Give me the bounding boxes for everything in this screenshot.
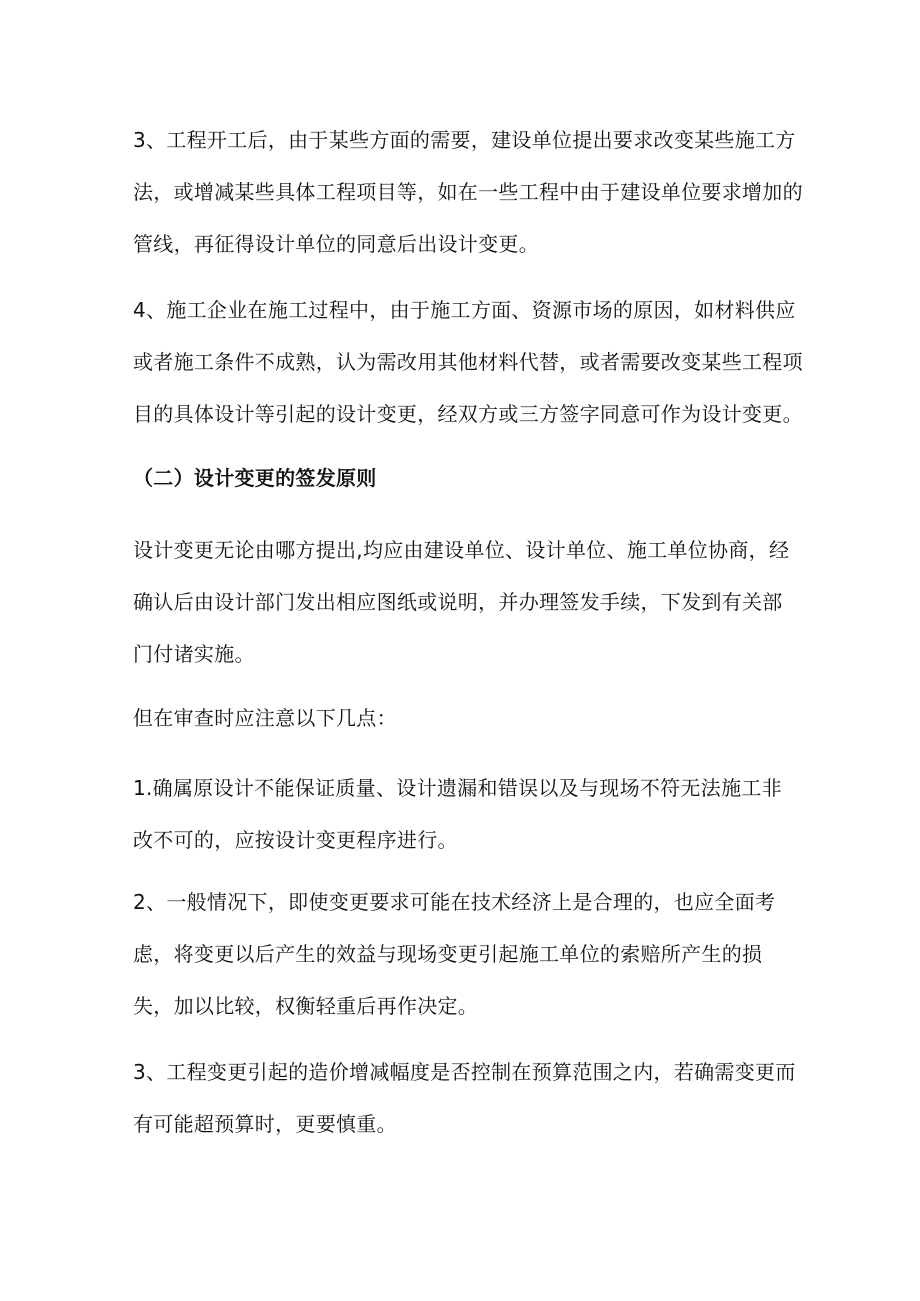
text-line: 有可能超预算时，更要慎重。: [133, 1112, 397, 1136]
paragraph-4-contractor-changes: [133, 284, 813, 440]
paragraph-review-intro: [133, 692, 813, 744]
text-line: 设计变更无论由哪方提出,均应由建设单位、设计单位、施工单位协商，经: [133, 538, 790, 562]
text-line: 门付诸实施。: [133, 642, 255, 666]
paragraph-3-owner-changes: [133, 114, 813, 270]
text-line: 管线，再征得设计单位的同意后出设计变更。: [133, 232, 539, 256]
text-line: 3、工程变更引起的造价增减幅度是否控制在预算范围之内，若确需变更而: [133, 1060, 796, 1084]
text-line: 失，加以比较，权衡轻重后再作决定。: [133, 994, 479, 1018]
text-line: 1.确属原设计不能保证质量、设计遗漏和错误以及与现场不符无法施工非: [133, 776, 782, 800]
section-heading: [133, 452, 813, 504]
review-point-2: [133, 876, 813, 1032]
text-line: 法，或增减某些具体工程项目等，如在一些工程中由于建设单位要求增加的: [133, 180, 803, 204]
text-line: 确认后由设计部门发出相应图纸或说明，并办理签发手续，下发到有关部: [133, 590, 783, 614]
text-line: 但在审查时应注意以下几点：: [133, 706, 397, 730]
text-line: 目的具体设计等引起的设计变更，经双方或三方签字同意可作为设计变更。: [133, 402, 803, 426]
paragraph-signing-principle: [133, 524, 813, 680]
heading-text: （二）设计变更的签发原则: [133, 466, 377, 490]
text-line: 2、一般情况下，即使变更要求可能在技术经济上是合理的，也应全面考: [133, 890, 776, 914]
text-line: 3、工程开工后，由于某些方面的需要，建设单位提出要求改变某些施工方: [133, 128, 796, 152]
text-line: 虑，将变更以后产生的效益与现场变更引起施工单位的索赔所产生的损: [133, 942, 763, 966]
review-point-1: [133, 762, 813, 866]
review-point-3: [133, 1046, 813, 1150]
text-line: 4、施工企业在施工过程中，由于施工方面、资源市场的原因，如材料供应: [133, 298, 796, 322]
text-line: 或者施工条件不成熟，认为需改用其他材料代替，或者需要改变某些工程项: [133, 350, 803, 374]
text-line: 改不可的，应按设计变更程序进行。: [133, 828, 458, 852]
